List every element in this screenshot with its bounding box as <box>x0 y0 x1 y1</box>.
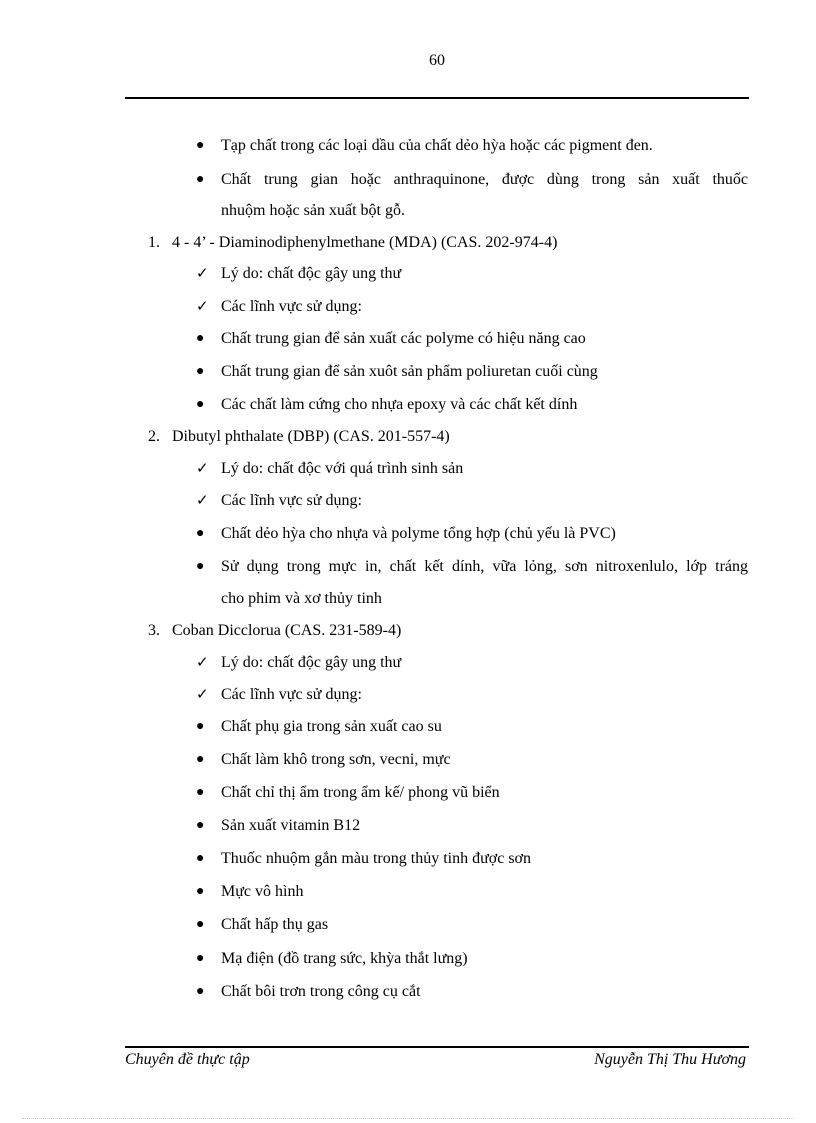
check-icon: ✓ <box>196 655 209 671</box>
list-item: Sản xuất vitamin B12 <box>221 817 361 834</box>
bullet-icon: ● <box>196 851 205 866</box>
section-title: Coban Dicclorua (CAS. 231-589-4) <box>172 622 402 639</box>
check-icon: ✓ <box>196 493 209 509</box>
list-item: Chất trung gian để sản xuất các polyme có hiệu năng cao <box>221 330 586 347</box>
bullet-icon: ● <box>196 884 205 899</box>
list-item: Mạ điện (đồ trang sức, khỳa thắt lưng) <box>221 950 468 967</box>
bullet-icon: ● <box>196 559 205 574</box>
bullet-icon: ● <box>196 364 205 379</box>
list-item: Thuốc nhuộm gắn màu trong thủy tinh được sơn <box>221 850 531 867</box>
list-item: Chất chỉ thị ẩm trong ẩm kế/ phong vũ biển <box>221 784 500 801</box>
footer-rule <box>125 1046 749 1048</box>
check-icon: ✓ <box>196 461 209 477</box>
list-item-continuation: nhuộm hoặc sản xuất bột gỗ. <box>221 202 405 219</box>
list-item: Chất trung gian hoặc anthraquinone, được dùng trong sản xuất thuốc <box>221 171 748 188</box>
check-icon: ✓ <box>196 687 209 703</box>
check-icon: ✓ <box>196 266 209 282</box>
bullet-icon: ● <box>196 984 205 999</box>
check-item: Các lĩnh vực sử dụng: <box>221 492 362 509</box>
bullet-icon: ● <box>196 397 205 412</box>
check-icon: ✓ <box>196 299 209 315</box>
list-item: Chất trung gian để sản xuôt sản phẩm poliuretan cuối cùng <box>221 363 598 380</box>
list-item: Chất bôi trơn trong công cụ cắt <box>221 983 421 1000</box>
bullet-icon: ● <box>196 752 205 767</box>
list-item: Mực vô hình <box>221 883 304 900</box>
check-item: Lý do: chất độc gây ung thư <box>221 265 402 282</box>
check-item: Lý do: chất độc với quá trình sinh sản <box>221 460 464 477</box>
section-number: 2. <box>148 428 160 445</box>
bullet-icon: ● <box>196 526 205 541</box>
page-number: 60 <box>429 52 445 69</box>
bullet-icon: ● <box>196 917 205 932</box>
section-title: 4 - 4’ - Diaminodiphenylmethane (MDA) (CAS. 202-974-4) <box>172 234 558 251</box>
footer-left-text: Chuyên đề thực tập <box>125 1051 250 1068</box>
footer-right-text: Nguyễn Thị Thu Hương <box>594 1051 746 1068</box>
list-item: Các chất làm cứng cho nhựa epoxy và các chất kết dính <box>221 396 578 413</box>
bullet-icon: ● <box>196 818 205 833</box>
section-title: Dibutyl phthalate (DBP) (CAS. 201-557-4) <box>172 428 450 445</box>
list-item: Chất làm khô trong sơn, vecni, mực <box>221 751 451 768</box>
list-item-continuation: cho phim và xơ thủy tinh <box>221 590 382 607</box>
bullet-icon: ● <box>196 138 205 153</box>
list-item: Chất phụ gia trong sản xuất cao su <box>221 718 442 735</box>
bullet-icon: ● <box>196 331 205 346</box>
header-rule <box>125 97 749 99</box>
bullet-icon: ● <box>196 951 205 966</box>
page-bottom-edge <box>22 1118 794 1119</box>
list-item: Tạp chất trong các loại dầu của chất dẻo hỳa hoặc các pigment đen. <box>221 137 653 154</box>
bullet-icon: ● <box>196 172 205 187</box>
check-item: Lý do: chất độc gây ung thư <box>221 654 402 671</box>
check-item: Các lĩnh vực sử dụng: <box>221 298 362 315</box>
list-item: Chất dẻo hỳa cho nhựa và polyme tổng hợp (chủ yếu là PVC) <box>221 525 616 542</box>
section-number: 1. <box>148 234 160 251</box>
section-number: 3. <box>148 622 160 639</box>
bullet-icon: ● <box>196 785 205 800</box>
list-item: Sử dụng trong mực in, chất kết dính, vữa lỏng, sơn nitroxenlulo, lớp tráng <box>221 558 748 575</box>
bullet-icon: ● <box>196 719 205 734</box>
check-item: Các lĩnh vực sử dụng: <box>221 686 362 703</box>
list-item: Chất hấp thụ gas <box>221 916 329 933</box>
